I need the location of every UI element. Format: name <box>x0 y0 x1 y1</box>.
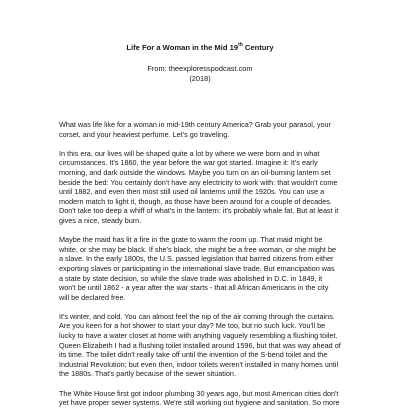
document-body <box>59 120 357 417</box>
text-line: modern match to light it, though, as those have been around for a couple of decades. <box>59 196 332 206</box>
text-line: Queen Elizabeth I had a flushing toilet installed around 1596, but that was way ahead of <box>59 340 341 350</box>
text-line: circumstances. It's 1860, the year before the war got started. Imagine it: It's early <box>59 158 318 168</box>
text-line: white, or she may be black. If she's black, she might be a free woman, or she might be <box>59 244 337 254</box>
text-line: corset, and your heaviest perfume. Let's go traveling. <box>59 129 230 139</box>
text-line: In this era, our lives will be shaped quite a lot by where we were born and in what <box>59 148 320 158</box>
paragraph <box>59 235 357 302</box>
paragraph <box>59 120 357 139</box>
text-line: exporting slaves or participating in the international slave trade. But emancipation was <box>59 263 335 273</box>
text-line: It's winter, and cold. You can almost feel the nip of the air coming through the curtains. <box>59 311 335 321</box>
text-line: yet have proper sewer systems. We're still working out hygiene and sanitation. So more <box>59 398 340 408</box>
text-line: will be declared free. <box>59 292 126 302</box>
text-line: morning, and dark outside the windows. Maybe you turn on an oil-burning lantern set <box>59 167 331 177</box>
paragraph <box>59 312 357 379</box>
text-line: the 1880s. That's partly because of the sewer situation. <box>59 369 236 379</box>
text-line: Industrial Revolution; but even then, indoor toilets weren't installed in many homes until <box>59 359 339 369</box>
text-line: a state by state decision, so while the slave trade was abolished in D.C. in 1849, it <box>59 273 323 283</box>
text-line: until 1882, and even then most still used oil lanterns until the 1920s. You can use a <box>59 187 325 197</box>
text-line: beside the bed: You certainly don't have any electricity to work with: that wouldn't come <box>59 177 338 187</box>
title-superscript: th <box>238 41 243 48</box>
source-from: From: theexploresspodcast.com <box>147 64 253 73</box>
text-line: its time. The toilet didn't really take off until the invention of the S-bend toilet and the <box>59 350 328 360</box>
text-line: a slave. In the early 1800s, the U.S. passed legislation that barred citizens from either <box>59 254 334 264</box>
title-text: Life For a Woman in the Mid 19 <box>126 43 239 52</box>
paragraph <box>59 389 357 408</box>
text-line: gives a nice, steady burn. <box>59 215 142 225</box>
source-year: (2018) <box>189 73 211 83</box>
title-text-end: Century <box>242 43 274 52</box>
source-attribution <box>0 64 400 83</box>
text-line: Maybe the maid has lit a fire in the grate to warm the room up. That maid might be <box>59 235 323 245</box>
paragraph <box>59 149 357 226</box>
text-line: Are you keen for a hot shower to start your day? Me too, but no such luck. You'll be <box>59 321 326 331</box>
text-line: Don't take too deep a whiff of what's in the lantern: it's probably whale fat. But at least it <box>59 206 339 216</box>
text-line: What was life like for a woman in mid-19th century America? Grab your parasol, your <box>59 120 331 129</box>
text-line: The White House first got indoor plumbing 30 years ago, but most American cities don't <box>59 388 339 398</box>
document-title <box>0 43 400 53</box>
text-line: lucky to have a water closet at home with anything vaguely resembling a flushing toilet. <box>59 331 338 341</box>
text-line: won't be until 1862 - a year after the war starts - that all African Americans in the city <box>59 283 329 293</box>
